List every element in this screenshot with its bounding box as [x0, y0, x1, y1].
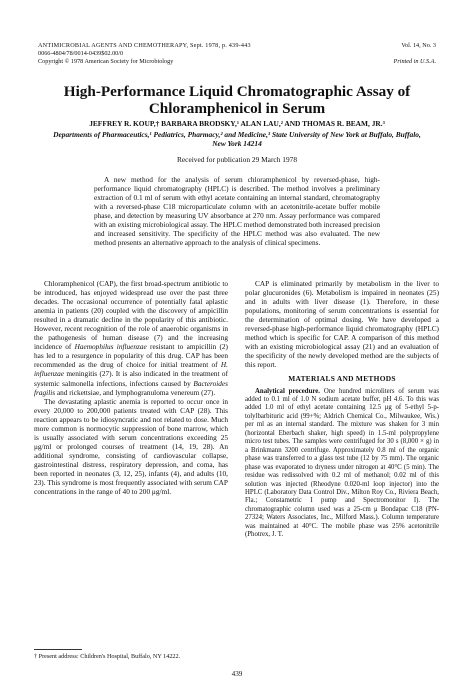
author-list: JEFFREY R. KOUP,† BARBARA BRODSKY,¹ ALAN LAU,² AND THOMAS R. BEAM, JR.³	[89, 119, 385, 128]
article-code: 0066-4804/78/0014-0439$02.00/0	[38, 50, 124, 58]
section-heading: MATERIALS AND METHODS	[288, 374, 396, 384]
volume-issue: Vol. 14, No. 3	[401, 42, 436, 49]
abstract: A new method for the analysis of serum chloramphenicol by reversed-phase, high-performance liquid chromatography (HPLC) is described. The method involves a preliminary extraction of 0.1 ml of serum with ethyl acetate containing an internal standard, chromatography with a reversed-phase C18 microparticulate column with an acetonitrile-acetate buffer mobile phase, and detection by measuring UV absorbance at 270 nm. Assay performance was compared with an existing microbiological assay. The HPLC method demonstrated both increased precision and increased sensitivity. The specificity of the HPLC method was also evaluated. The new method presents an alternative approach to the analysis of clinical specimens.	[94, 175, 380, 248]
journal-citation: ANTIMICROBIAL AGENTS AND CHEMOTHERAPY, Sept. 1978, p. 439-443	[38, 42, 251, 49]
intro-paragraph-1: Chloramphenicol (CAP), the first broad-spectrum antibiotic to be introduced, has enjoyed widespread use over the past three decades. The occasional occurrence of potentially fatal aplastic anemia in patients (20) coupled with the discovery of ampicillin resulted in a dramatic decline in the popularity of this antibiotic. However, recent recognition of the role of anaerobic organisms in the pathogenesis of human disease (7) and the increasing incidence of Haemophilus influenzae resistant to ampicillin (2) has led to a resurgence in popularity of this drug. CAP has been recommended as the drug of choice for initial treatment of H. influenzae meningitis (27). It is also indicated in the treatment of systemic salmonella infections, infections caused by Bacteroides fragilis and rickettsiae, and lymphogranuloma venereum (27).	[34, 279, 228, 397]
running-header	[38, 42, 436, 67]
title-line-1: High-Performance Liquid Chromatographic Assay of	[63, 83, 411, 100]
author-affiliation: Departments of Pharmaceutics,¹ Pediatrics, Pharmacy,² and Medicine,³ State University of New York at Buffalo, Buffalo, New York 14214	[53, 130, 421, 149]
methods-paragraph: Analytical procedure. One hundred microliters of serum was added to 0.1 ml of 1.0 N sodium acetate buffer, pH 4.6. To this was added 1.0 ml of ethyl acetate containing 12.5 μg of 5-ethyl 5-p-tolylbarbituric acid (99+%; Aldrich Chemical Co., Milwaukee, Wis.) per ml as an internal standard. The mixture was shaken for 3 min (horizontal Eberbach shaker, high speed) in 1.5-ml polypropylene micro test tubes. The samples were centrifuged for 30 s (8,000 × g) in a Brinkmann 3200 centrifuge. Approximately 0.8 ml of the organic phase was transferred to a glass test tube (12 by 75 mm). The organic phase was evaporated to dryness under nitrogen at 40°C (5 min). The residue was redissolved with 0.2 ml of methanol; 0.02 ml of this solution was injected (Rheodyne 0.020-ml loop injector) into the HPLC (Laboratory Data Control Div., Milton Roy Co., Riviera Beach, Fla.; Constametric I pump and Spectromonitor I). The chromatographic column used was a 25-cm μ Bondapac C18 (PN-27324; Waters Associates, Inc., Milford Mass.). Column temperature was maintained at 40°C. The mobile phase was 25% acetonitrile (Photrex, J. T.	[245, 387, 439, 539]
intro-paragraph-3: CAP is eliminated primarily by metabolism in the liver to polar glucuronides (6). Metabolism is impaired in neonates (25) and in adults with liver disease (1). Therefore, in these populations, monitoring of serum concentrations is essential for the determination of optimal dosing. We have developed a reversed-phase high-performance liquid chromatography (HPLC) method which is specific for CAP. A comparison of this method with an existing microbiological assay (21) and an evaluation of the specificity of the newly developed method are the subjects of this report.	[245, 279, 439, 370]
footnote	[34, 649, 228, 661]
intro-paragraph-2: The devastating aplastic anemia is reported to occur once in every 20,000 to 200,000 patients treated with CAP (28). This reaction appears to be idiosyncratic and not related to dose. Much more common is normocytic suppression of bone marrow, which is usually associated with serum concentrations exceeding 25 μg/ml or prolonged courses of treatment (14, 19, 28). An additional syndrome, consisting of cardiovascular collapse, gastrointestinal distress, respiratory depression, and coma, has been reported in neonates (3, 12, 25), infants (4), and adults (10, 23). This syndrome is most frequently associated with serum CAP concentrations in the range of 40 to 200 μg/ml.	[34, 396, 228, 497]
footnote-rule	[34, 649, 82, 650]
body-column-left	[34, 279, 228, 496]
footnote-text: † Present address: Children's Hospital, Buffalo, NY 14222.	[34, 653, 181, 660]
body-column-right	[245, 279, 439, 540]
page-number: 439	[231, 670, 243, 678]
received-date: Received for publication 29 March 1978	[176, 155, 298, 164]
title-line-2: Chloramphenicol in Serum	[148, 100, 326, 117]
copyright-notice: Copyright © 1978 American Society for Microbiology	[38, 58, 174, 66]
methods-run-in-heading: Analytical procedure.	[255, 387, 320, 395]
printed-location: Printed in U.S.A.	[393, 58, 436, 66]
article-title	[30, 83, 444, 117]
